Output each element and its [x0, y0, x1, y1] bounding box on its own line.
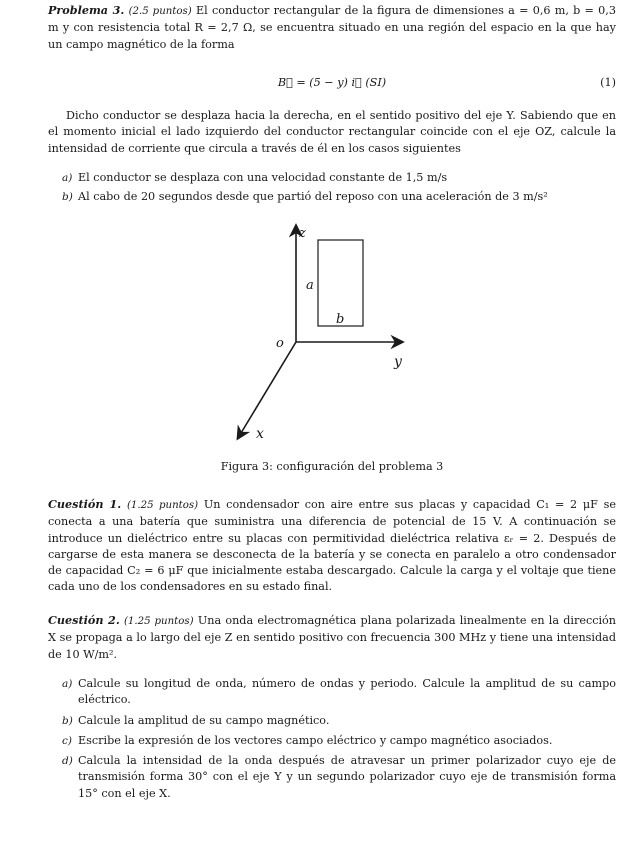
- item-text: El conductor se desplaza con una velocidad constante de 1,5 m/s: [78, 171, 448, 184]
- item-marker: b): [62, 191, 73, 204]
- a-label: a: [306, 278, 314, 293]
- equation-row: [48, 76, 616, 94]
- origin-label: o: [276, 336, 284, 351]
- item-marker: b): [62, 714, 73, 727]
- item-text: Calcula la intensidad de la onda después de atravesar un primer polarizador cuyo eje de transmisión forma 30° con el eje Y y un segundo polarizador cuyo eje de transmisión forma 15° con el eje X.: [78, 754, 616, 800]
- y-label: y: [394, 354, 402, 370]
- item-marker: c): [62, 734, 72, 747]
- item-marker: d): [62, 755, 73, 768]
- cuestion2-label: Cuestión 2.: [48, 613, 120, 627]
- cuestion1: [48, 496, 616, 596]
- problem3-label: Problema 3.: [48, 3, 125, 17]
- cuestion2-points: (1.25 puntos): [123, 616, 194, 627]
- figure-caption: Figura 3: configuración del problema 3: [220, 460, 444, 473]
- list-item: [62, 713, 616, 729]
- x-label: x: [256, 426, 264, 442]
- cuestion2-items: [62, 676, 616, 802]
- b-label: b: [336, 312, 345, 327]
- problem3-intro-text: El conductor rectangular de la figura de dimensiones a = 0,6 m, b = 0,3 m y con resistencia total R = 2,7 Ω, se encuentra situado en una región del espacio en la que hay un campo magnético de la forma: [48, 4, 616, 51]
- item-text: Calcule su longitud de onda, número de ondas y periodo. Calcule la amplitud de su campo eléctrico.: [78, 677, 616, 707]
- figure-3: [220, 218, 420, 450]
- item-text: Calcule la amplitud de su campo magnético.: [78, 713, 330, 727]
- problem3-intro: [48, 2, 616, 53]
- cuestion2-text: Una onda electromagnética plana polarizada linealmente en la dirección X se propaga a lo largo del eje Z en sentido positivo con frecuencia 300 MHz y tiene una intensidad de 10 W/m².: [48, 614, 616, 661]
- equation-number: (1): [600, 76, 616, 89]
- list-item: [62, 676, 616, 709]
- list-item: [62, 170, 616, 186]
- list-item: [62, 753, 616, 802]
- item-marker: a): [62, 172, 73, 184]
- x-axis: [238, 342, 296, 438]
- problem3-body: Dicho conductor se desplaza hacia la derecha, en el sentido positivo del eje Y. Sabiendo que en el momento inicial el lado izquierdo del conductor rectangular coincide con el eje OZ, calcule la intensidad de corriente que circula a través de él en los casos siguientes: [48, 109, 616, 155]
- cuestion1-points: (1.25 puntos): [126, 500, 199, 511]
- item-text: Al cabo de 20 segundos desde que partió del reposo con una aceleración de 3 m/s²: [78, 190, 548, 204]
- problem3-items: [62, 170, 616, 206]
- equation-1: B⃗ = (5 − y) i⃗ (SI): [277, 76, 387, 89]
- item-marker: a): [62, 678, 73, 690]
- list-item: [62, 733, 616, 749]
- cuestion1-label: Cuestión 1.: [48, 497, 122, 511]
- problem3-points: (2.5 puntos): [128, 6, 192, 17]
- list-item: [62, 189, 616, 205]
- z-label: z: [299, 226, 306, 241]
- cuestion2: [48, 612, 616, 663]
- item-text: Escribe la expresión de los vectores campo eléctrico y campo magnético asociados.: [78, 733, 553, 747]
- cuestion1-text: Un condensador con aire entre sus placas y capacidad C₁ = 2 μF se conecta a una batería que suministra una diferencia de potencial de 15 V. A continuación se introduce un dieléctrico entre su placas con permitividad dieléctrica relativa εᵣ = 2. Después de cargarse de esta manera se desconecta de la batería y se conecta en paralelo a otro condensador de capacidad C₂ = 6 μF que inicialmente estaba descargado. Calcule la carga y el voltaje que tiene cada uno de los condensadores en su estado final.: [48, 498, 617, 594]
